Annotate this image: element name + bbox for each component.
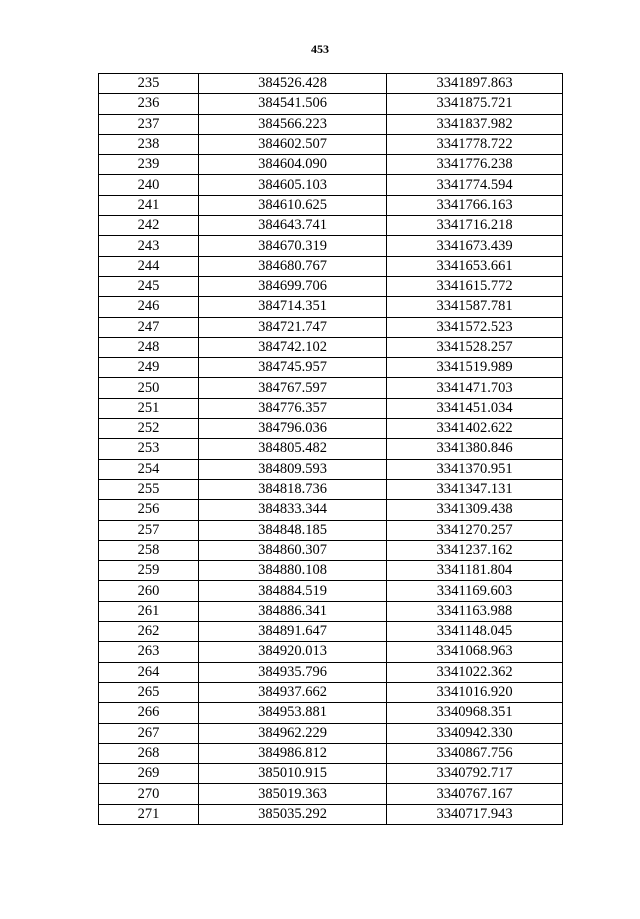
y-coordinate-cell: 3341148.045 bbox=[387, 622, 563, 642]
point-number-cell: 244 bbox=[99, 256, 199, 276]
x-coordinate-cell: 384962.229 bbox=[199, 723, 387, 743]
x-coordinate-cell: 384891.647 bbox=[199, 622, 387, 642]
point-number-cell: 239 bbox=[99, 155, 199, 175]
table-row bbox=[99, 195, 563, 215]
x-coordinate-cell: 384566.223 bbox=[199, 114, 387, 134]
y-coordinate-cell: 3341169.603 bbox=[387, 581, 563, 601]
y-coordinate-cell: 3341402.622 bbox=[387, 419, 563, 439]
point-number-cell: 259 bbox=[99, 561, 199, 581]
y-coordinate-cell: 3341528.257 bbox=[387, 337, 563, 357]
point-number-cell: 264 bbox=[99, 662, 199, 682]
table-row bbox=[99, 561, 563, 581]
point-number-cell: 243 bbox=[99, 236, 199, 256]
point-number-cell: 252 bbox=[99, 419, 199, 439]
point-number-cell: 240 bbox=[99, 175, 199, 195]
point-number-cell: 254 bbox=[99, 459, 199, 479]
y-coordinate-cell: 3341451.034 bbox=[387, 398, 563, 418]
point-number-cell: 265 bbox=[99, 682, 199, 702]
point-number-cell: 250 bbox=[99, 378, 199, 398]
x-coordinate-cell: 384818.736 bbox=[199, 479, 387, 499]
table-row bbox=[99, 743, 563, 763]
point-number-cell: 271 bbox=[99, 804, 199, 824]
coordinate-table bbox=[98, 73, 563, 825]
y-coordinate-cell: 3341776.238 bbox=[387, 155, 563, 175]
point-number-cell: 260 bbox=[99, 581, 199, 601]
point-number-cell: 257 bbox=[99, 520, 199, 540]
y-coordinate-cell: 3341471.703 bbox=[387, 378, 563, 398]
table-row bbox=[99, 256, 563, 276]
y-coordinate-cell: 3341572.523 bbox=[387, 317, 563, 337]
x-coordinate-cell: 384605.103 bbox=[199, 175, 387, 195]
y-coordinate-cell: 3341016.920 bbox=[387, 682, 563, 702]
y-coordinate-cell: 3341163.988 bbox=[387, 601, 563, 621]
table-row bbox=[99, 723, 563, 743]
y-coordinate-cell: 3341309.438 bbox=[387, 500, 563, 520]
table-row bbox=[99, 520, 563, 540]
table-row bbox=[99, 94, 563, 114]
point-number-cell: 253 bbox=[99, 439, 199, 459]
y-coordinate-cell: 3340968.351 bbox=[387, 703, 563, 723]
point-number-cell: 270 bbox=[99, 784, 199, 804]
x-coordinate-cell: 384809.593 bbox=[199, 459, 387, 479]
x-coordinate-cell: 384796.036 bbox=[199, 419, 387, 439]
point-number-cell: 262 bbox=[99, 622, 199, 642]
table-row bbox=[99, 419, 563, 439]
x-coordinate-cell: 384860.307 bbox=[199, 540, 387, 560]
point-number-cell: 247 bbox=[99, 317, 199, 337]
y-coordinate-cell: 3341270.257 bbox=[387, 520, 563, 540]
point-number-cell: 236 bbox=[99, 94, 199, 114]
point-number-cell: 237 bbox=[99, 114, 199, 134]
table-row bbox=[99, 500, 563, 520]
y-coordinate-cell: 3341875.721 bbox=[387, 94, 563, 114]
x-coordinate-cell: 384953.881 bbox=[199, 703, 387, 723]
point-number-cell: 248 bbox=[99, 337, 199, 357]
x-coordinate-cell: 385019.363 bbox=[199, 784, 387, 804]
point-number-cell: 256 bbox=[99, 500, 199, 520]
coordinate-table-body bbox=[99, 74, 563, 825]
table-row bbox=[99, 784, 563, 804]
y-coordinate-cell: 3340767.167 bbox=[387, 784, 563, 804]
x-coordinate-cell: 384670.319 bbox=[199, 236, 387, 256]
y-coordinate-cell: 3341766.163 bbox=[387, 195, 563, 215]
page-number: 453 bbox=[311, 42, 329, 56]
x-coordinate-cell: 384742.102 bbox=[199, 337, 387, 357]
point-number-cell: 235 bbox=[99, 74, 199, 94]
table-row bbox=[99, 378, 563, 398]
x-coordinate-cell: 384986.812 bbox=[199, 743, 387, 763]
point-number-cell: 261 bbox=[99, 601, 199, 621]
point-number-cell: 268 bbox=[99, 743, 199, 763]
point-number-cell: 267 bbox=[99, 723, 199, 743]
point-number-cell: 255 bbox=[99, 479, 199, 499]
table-row bbox=[99, 540, 563, 560]
point-number-cell: 269 bbox=[99, 764, 199, 784]
x-coordinate-cell: 384776.357 bbox=[199, 398, 387, 418]
y-coordinate-cell: 3341068.963 bbox=[387, 642, 563, 662]
table-row bbox=[99, 236, 563, 256]
y-coordinate-cell: 3341716.218 bbox=[387, 216, 563, 236]
y-coordinate-cell: 3341587.781 bbox=[387, 297, 563, 317]
x-coordinate-cell: 384714.351 bbox=[199, 297, 387, 317]
x-coordinate-cell: 384833.344 bbox=[199, 500, 387, 520]
y-coordinate-cell: 3341370.951 bbox=[387, 459, 563, 479]
y-coordinate-cell: 3341778.722 bbox=[387, 134, 563, 154]
table-row bbox=[99, 317, 563, 337]
point-number-cell: 238 bbox=[99, 134, 199, 154]
x-coordinate-cell: 384935.796 bbox=[199, 662, 387, 682]
table-row bbox=[99, 581, 563, 601]
y-coordinate-cell: 3341615.772 bbox=[387, 276, 563, 296]
table-row bbox=[99, 114, 563, 134]
table-row bbox=[99, 459, 563, 479]
table-row bbox=[99, 439, 563, 459]
point-number-cell: 258 bbox=[99, 540, 199, 560]
x-coordinate-cell: 384610.625 bbox=[199, 195, 387, 215]
x-coordinate-cell: 384604.090 bbox=[199, 155, 387, 175]
x-coordinate-cell: 384937.662 bbox=[199, 682, 387, 702]
x-coordinate-cell: 384541.506 bbox=[199, 94, 387, 114]
table-row bbox=[99, 155, 563, 175]
x-coordinate-cell: 384699.706 bbox=[199, 276, 387, 296]
y-coordinate-cell: 3341347.131 bbox=[387, 479, 563, 499]
y-coordinate-cell: 3341380.846 bbox=[387, 439, 563, 459]
point-number-cell: 245 bbox=[99, 276, 199, 296]
table-row bbox=[99, 216, 563, 236]
point-number-cell: 249 bbox=[99, 358, 199, 378]
y-coordinate-cell: 3341519.989 bbox=[387, 358, 563, 378]
y-coordinate-cell: 3341774.594 bbox=[387, 175, 563, 195]
x-coordinate-cell: 384805.482 bbox=[199, 439, 387, 459]
table-row bbox=[99, 682, 563, 702]
y-coordinate-cell: 3340792.717 bbox=[387, 764, 563, 784]
x-coordinate-cell: 385035.292 bbox=[199, 804, 387, 824]
point-number-cell: 246 bbox=[99, 297, 199, 317]
x-coordinate-cell: 384680.767 bbox=[199, 256, 387, 276]
x-coordinate-cell: 384920.013 bbox=[199, 642, 387, 662]
x-coordinate-cell: 384745.957 bbox=[199, 358, 387, 378]
table-row bbox=[99, 337, 563, 357]
x-coordinate-cell: 384880.108 bbox=[199, 561, 387, 581]
table-row bbox=[99, 622, 563, 642]
table-row bbox=[99, 297, 563, 317]
x-coordinate-cell: 385010.915 bbox=[199, 764, 387, 784]
x-coordinate-cell: 384721.747 bbox=[199, 317, 387, 337]
table-row bbox=[99, 74, 563, 94]
table-row bbox=[99, 134, 563, 154]
x-coordinate-cell: 384884.519 bbox=[199, 581, 387, 601]
table-row bbox=[99, 764, 563, 784]
y-coordinate-cell: 3341897.863 bbox=[387, 74, 563, 94]
y-coordinate-cell: 3341673.439 bbox=[387, 236, 563, 256]
y-coordinate-cell: 3341237.162 bbox=[387, 540, 563, 560]
x-coordinate-cell: 384767.597 bbox=[199, 378, 387, 398]
y-coordinate-cell: 3340717.943 bbox=[387, 804, 563, 824]
x-coordinate-cell: 384526.428 bbox=[199, 74, 387, 94]
point-number-cell: 263 bbox=[99, 642, 199, 662]
y-coordinate-cell: 3341181.804 bbox=[387, 561, 563, 581]
table-row bbox=[99, 398, 563, 418]
point-number-cell: 242 bbox=[99, 216, 199, 236]
x-coordinate-cell: 384848.185 bbox=[199, 520, 387, 540]
y-coordinate-cell: 3340942.330 bbox=[387, 723, 563, 743]
y-coordinate-cell: 3341653.661 bbox=[387, 256, 563, 276]
table-row bbox=[99, 601, 563, 621]
x-coordinate-cell: 384643.741 bbox=[199, 216, 387, 236]
point-number-cell: 251 bbox=[99, 398, 199, 418]
y-coordinate-cell: 3341022.362 bbox=[387, 662, 563, 682]
table-row bbox=[99, 703, 563, 723]
table-row bbox=[99, 642, 563, 662]
table-row bbox=[99, 804, 563, 824]
y-coordinate-cell: 3340867.756 bbox=[387, 743, 563, 763]
table-row bbox=[99, 662, 563, 682]
table-row bbox=[99, 358, 563, 378]
point-number-cell: 266 bbox=[99, 703, 199, 723]
point-number-cell: 241 bbox=[99, 195, 199, 215]
x-coordinate-cell: 384602.507 bbox=[199, 134, 387, 154]
x-coordinate-cell: 384886.341 bbox=[199, 601, 387, 621]
y-coordinate-cell: 3341837.982 bbox=[387, 114, 563, 134]
table-row bbox=[99, 175, 563, 195]
table-row bbox=[99, 479, 563, 499]
table-row bbox=[99, 276, 563, 296]
